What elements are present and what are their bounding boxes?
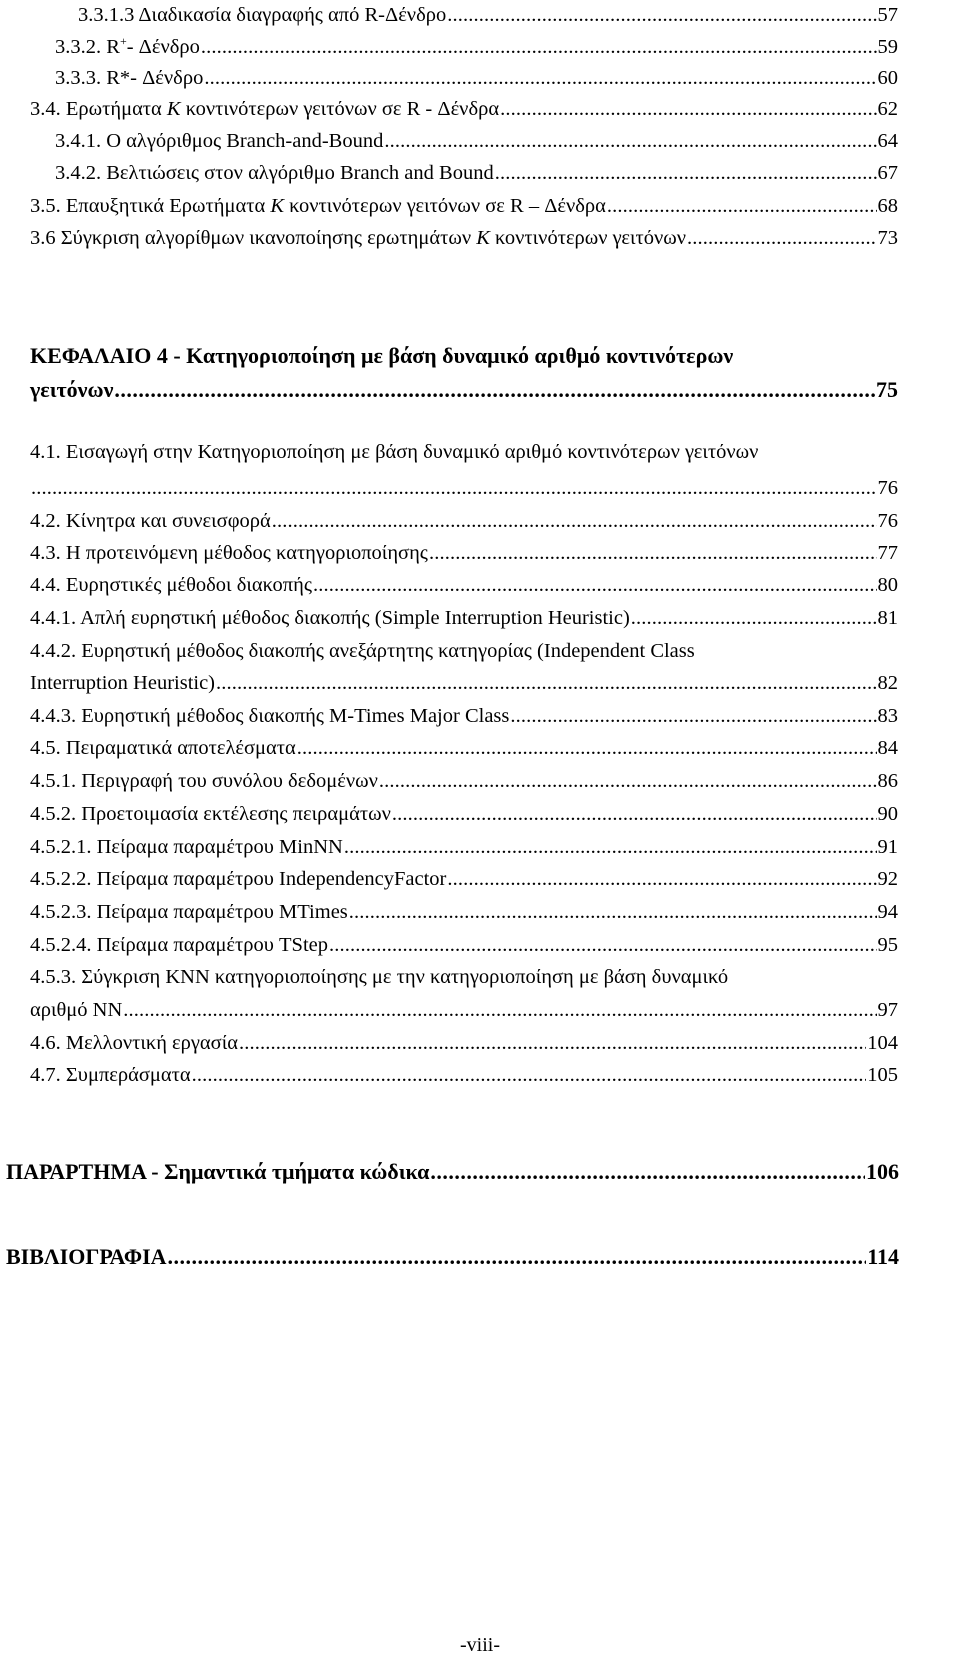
toc-entry[interactable] [30, 475, 898, 501]
toc-entry-page: 76 [877, 477, 898, 499]
dot-leader [272, 508, 877, 534]
toc-entry[interactable] [30, 670, 898, 696]
toc-entry-title: 4.5.2.2. Πείραμα παραμέτρου IndependencyFactor [30, 868, 447, 890]
toc-entry-page: 60 [877, 67, 898, 89]
toc-entry-title: ΒΙΒΛΙΟΓΡΑΦΙΑ [6, 1244, 167, 1269]
dot-leader [313, 572, 877, 598]
toc-entry-title: 3.4. Ερωτήματα Κ κοντινότερων γειτόνων σε R - Δένδρα [30, 98, 500, 120]
toc-entry-bibliography[interactable] [6, 1244, 899, 1270]
toc-entry-page: 82 [877, 672, 898, 694]
toc-entry-title: 3.3.3. R*- Δένδρο [55, 67, 204, 89]
toc-entry-title: 3.3.2. R+- Δένδρο [55, 34, 200, 58]
dot-leader [447, 2, 876, 28]
toc-entry-page: 76 [877, 510, 898, 532]
toc-entry[interactable] [30, 572, 898, 598]
toc-entry-title-cont: αριθμό NN [30, 999, 123, 1021]
toc-entry[interactable] [30, 735, 898, 761]
toc-entry[interactable] [30, 508, 898, 534]
toc-entry-page: 90 [877, 803, 898, 825]
toc-entry-title: 3.6 Σύγκριση αλγορίθμων ικανοποίησης ερωτημάτων Κ κοντινότερων γειτόνων [30, 227, 687, 249]
toc-entry-page: 64 [877, 130, 898, 152]
dot-leader [239, 1030, 866, 1056]
page-number: -viii- [460, 1634, 500, 1656]
toc-entry-title: ΠΑΡΑΡΤΗΜΑ - Σημαντικά τμήματα κώδικα [6, 1159, 430, 1184]
toc-entry-title: 3.5. Επαυξητικά Ερωτήματα Κ κοντινότερων γειτόνων σε R – Δένδρα [30, 195, 606, 217]
toc-entry-page: 97 [877, 999, 898, 1021]
toc-entry[interactable] [30, 225, 898, 251]
dot-leader [349, 899, 877, 925]
toc-entry-title: 3.4.2. Βελτιώσεις στον αλγόριθμο Branch and Bound [55, 162, 494, 184]
toc-entry-page: 81 [877, 607, 898, 629]
dot-leader [687, 225, 876, 251]
dot-leader [114, 377, 875, 403]
dot-leader [216, 670, 876, 696]
toc-entry[interactable] [30, 540, 898, 566]
toc-entry[interactable] [30, 866, 898, 892]
toc-entry-page: 62 [877, 98, 898, 120]
toc-entry[interactable] [30, 768, 898, 794]
toc-entry-page: 57 [877, 4, 898, 26]
toc-entry-title: 4.3. Η προτεινόμενη μέθοδος κατηγοριοποίησης [30, 542, 428, 564]
toc-entry-title: 4.2. Κίνητρα και συνεισφορά [30, 510, 271, 532]
toc-entry[interactable] [30, 997, 898, 1023]
toc-entry[interactable] [30, 703, 898, 729]
toc-entry[interactable] [30, 605, 898, 631]
toc-entry-title: 4.5.2.4. Πείραμα παραμέτρου TStep [30, 934, 329, 956]
toc-entry-title: 4.4.1. Απλή ευρηστική μέθοδος διακοπής (Simple Interruption Heuristic) [30, 607, 630, 629]
toc-entry-page: 84 [877, 737, 898, 759]
toc-entry-page: 94 [877, 901, 898, 923]
toc-entry[interactable] [55, 65, 898, 91]
toc-entry-page: 83 [877, 705, 898, 727]
toc-entry-page: 105 [867, 1064, 898, 1086]
toc-entry[interactable] [30, 193, 898, 219]
dot-leader [297, 735, 877, 761]
dot-leader [447, 866, 876, 892]
toc-entry-page: 80 [877, 574, 898, 596]
toc-entry-chapter[interactable] [30, 377, 898, 403]
toc-entry-page: 95 [877, 934, 898, 956]
toc-entry-title: 4.7. Συμπεράσματα [30, 1064, 191, 1086]
toc-entry-page: 68 [877, 195, 898, 217]
dot-leader [607, 193, 877, 219]
toc-entry[interactable] [55, 160, 898, 186]
toc-entry-title: 3.3.1.3 Διαδικασία διαγραφής από R-Δένδρο [78, 4, 447, 26]
dot-leader [429, 540, 877, 566]
toc-entry-page: 77 [877, 542, 898, 564]
toc-entry-title[interactable]: 4.1. Εισαγωγή στην Κατηγοριοποίηση με βάση δυναμικό αριθμό κοντινότερων γειτόνων [30, 441, 759, 463]
toc-entry-page: 73 [877, 227, 898, 249]
toc-entry[interactable] [30, 801, 898, 827]
dot-leader [379, 768, 877, 794]
toc-entry-title: 4.5.2.1. Πείραμα παραμέτρου MinNN [30, 836, 343, 858]
toc-entry[interactable] [30, 1030, 898, 1056]
dot-leader [329, 932, 876, 958]
chapter-heading[interactable]: ΚΕΦΑΛΑΙΟ 4 - Κατηγοριοποίηση με βάση δυναμικό αριθμό κοντινότερων [30, 343, 734, 368]
toc-entry-page: 92 [877, 868, 898, 890]
dot-leader [392, 801, 877, 827]
toc-entry-page: 67 [877, 162, 898, 184]
toc-entry-title: 4.4. Ευρηστικές μέθοδοι διακοπής [30, 574, 312, 596]
toc-entry-title: γειτόνων [30, 377, 114, 402]
toc-entry[interactable] [30, 899, 898, 925]
toc-entry[interactable] [30, 96, 898, 122]
toc-entry-title[interactable]: 4.5.3. Σύγκριση KNN κατηγοριοποίησης με την κατηγοριοποίηση με βάση δυναμικό [30, 966, 729, 988]
dot-leader [204, 65, 876, 91]
toc-entry-appendix[interactable] [6, 1159, 899, 1185]
toc-entry-title: 4.5.1. Περιγραφή του συνόλου δεδομένων [30, 770, 378, 792]
toc-entry[interactable] [78, 2, 898, 28]
dot-leader [31, 475, 877, 501]
toc-entry[interactable] [30, 1062, 898, 1088]
toc-entry-page: 106 [866, 1159, 899, 1184]
toc-entry-page: 59 [877, 36, 898, 58]
dot-leader [631, 605, 877, 631]
superscript: + [119, 34, 127, 49]
toc-entry-title[interactable]: 4.4.2. Ευρηστική μέθοδος διακοπής ανεξάρτητης κατηγορίας (Independent Class [30, 640, 695, 662]
dot-leader [500, 96, 876, 122]
toc-entry-page: 114 [867, 1244, 899, 1269]
toc-entry-title: 4.5.2.3. Πείραμα παραμέτρου MTimes [30, 901, 348, 923]
dot-leader [344, 834, 877, 860]
dot-leader [192, 1062, 867, 1088]
toc-entry[interactable] [55, 34, 898, 60]
toc-entry-title: 3.4.1. Ο αλγόριθμος Branch-and-Bound [55, 130, 384, 152]
dot-leader [123, 997, 876, 1023]
dot-leader [510, 703, 876, 729]
toc-entry[interactable] [55, 128, 898, 154]
toc-entry-page: 91 [877, 836, 898, 858]
dot-leader [168, 1244, 867, 1270]
toc-entry-page: 86 [877, 770, 898, 792]
dot-leader [495, 160, 877, 186]
toc-entry-title: 4.5.2. Προετοιμασία εκτέλεσης πειραμάτων [30, 803, 391, 825]
toc-entry-title: 4.6. Μελλοντική εργασία [30, 1032, 238, 1054]
toc-entry-title: 4.4.3. Ευρηστική μέθοδος διακοπής M-Times Major Class [30, 705, 510, 727]
toc-entry[interactable] [30, 932, 898, 958]
toc-entry-page: 104 [867, 1032, 898, 1054]
dot-leader [384, 128, 876, 154]
toc-entry-title-cont: Interruption Heuristic) [30, 672, 216, 694]
toc-entry-page: 75 [876, 377, 898, 402]
dot-leader [430, 1159, 865, 1185]
dot-leader [201, 34, 877, 60]
toc-entry-title: 4.5. Πειραματικά αποτελέσματα [30, 737, 296, 759]
toc-entry[interactable] [30, 834, 898, 860]
